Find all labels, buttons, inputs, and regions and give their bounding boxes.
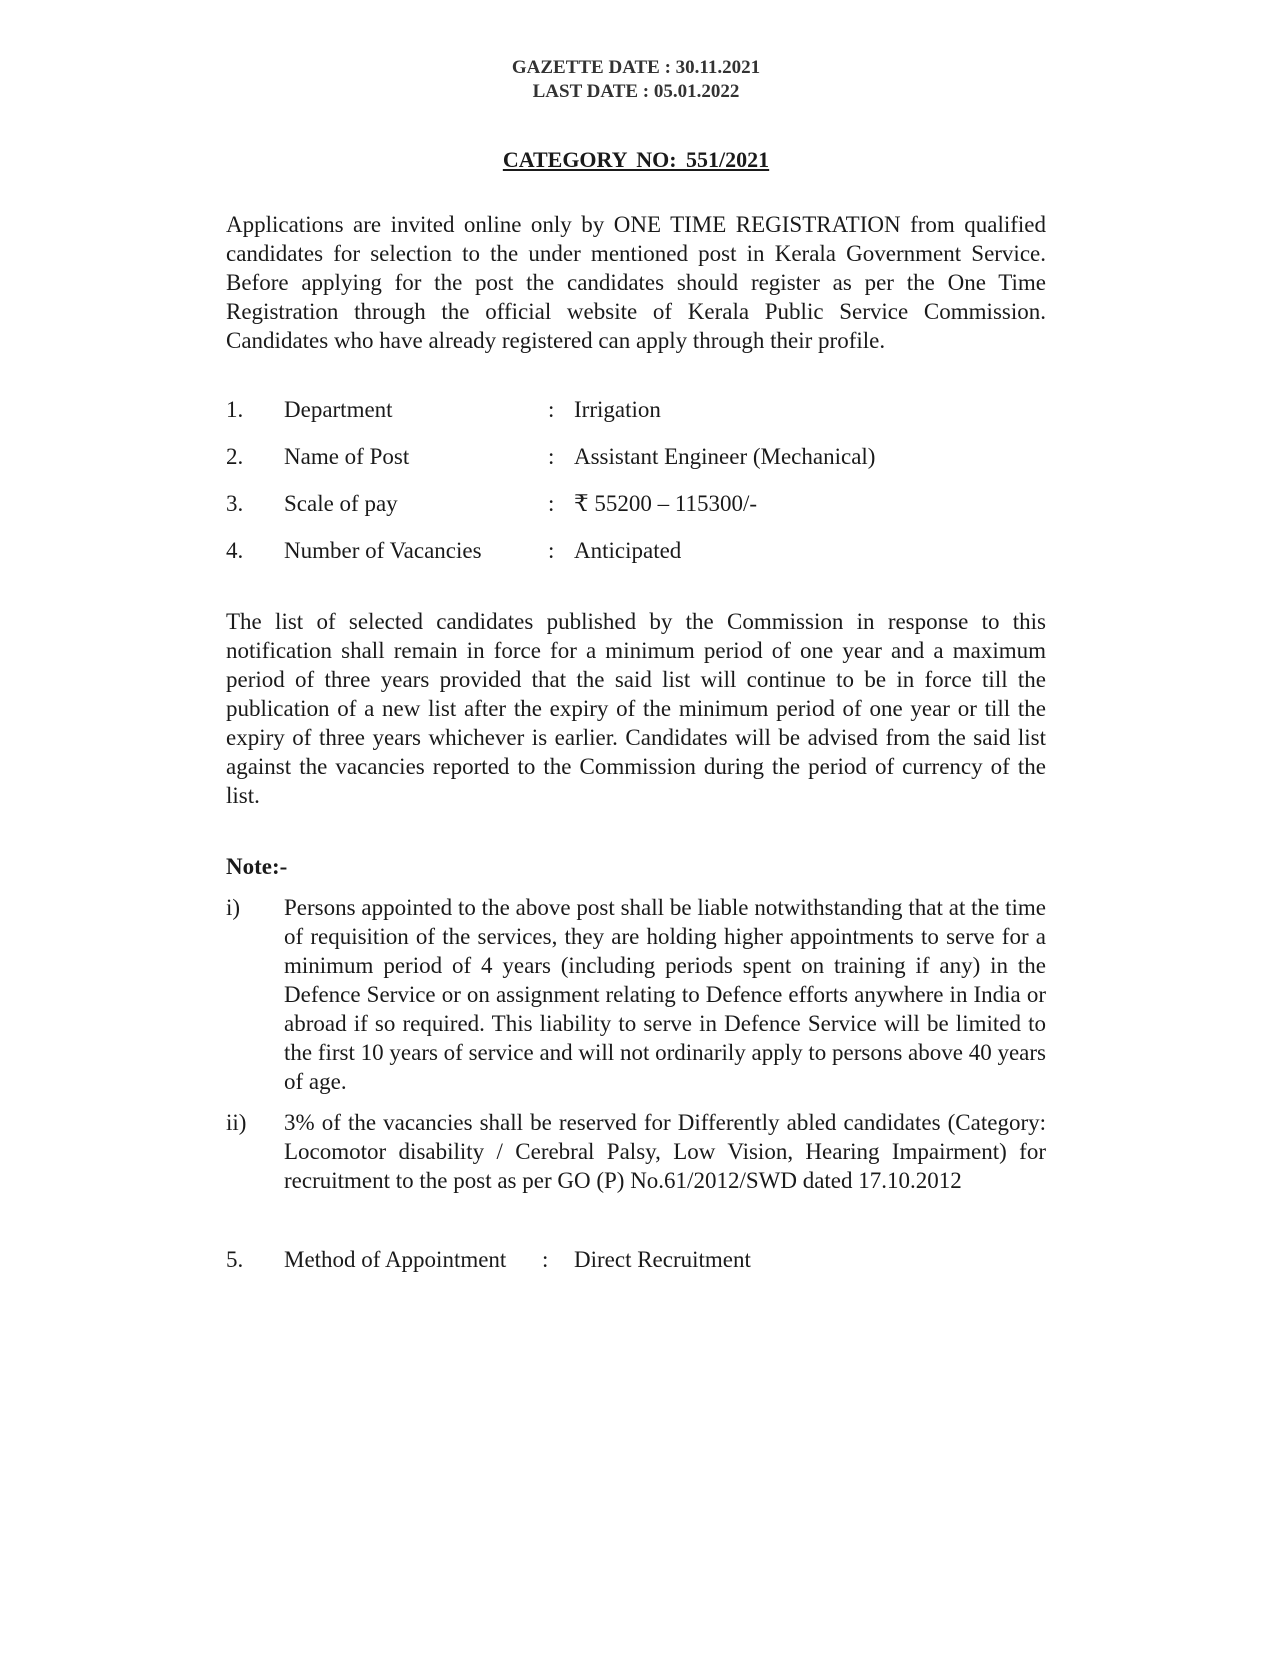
detail-colon: : [548, 491, 555, 516]
category-number: CATEGORY NO: 551/2021 [502, 147, 770, 172]
note-item-text: Persons appointed to the above post shall be liable notwithstanding that at the time of requisition of the services, they are holding higher appointments to serve for a minimum period of 4 years (including periods spent on training if any) in the Defence Service or on assignment relating to Defence efforts anywhere in India or abroad if so required. This liability to serve in Defence Service will be limited to the first 10 years of service and will not ordinarily apply to persons above 40 years of age. [284, 895, 1046, 1094]
detail-number: 2. [226, 444, 244, 469]
detail-value: ₹ 55200 – 115300/- [574, 491, 758, 516]
detail-colon: : [548, 538, 555, 563]
note-item-text: 3% of the vacancies shall be reserved for Differently abled candidates (Category: Locomotor disability / Cerebral Palsy, Low Vision, Hearing Impairment) for recruitment to the post as per GO (P) No.61/2012/SWD dated 17.10.2012 [284, 1110, 1046, 1193]
gazette-date: GAZETTE DATE : 30.11.2021 [511, 57, 761, 78]
detail-number: 3. [226, 491, 244, 516]
detail-label: Number of Vacancies [284, 538, 482, 563]
method-colon: : [542, 1247, 549, 1272]
detail-colon: : [548, 397, 555, 422]
gazette-header [226, 56, 1046, 104]
note-heading: Note:- [226, 854, 288, 879]
detail-row-department [226, 397, 1046, 444]
list-validity-paragraph: The list of selected candidates published by the Commission in response to this notification shall remain in force for a minimum period of one year and a maximum period of three years provided that the said list will continue to be in force till the publication of a new list after the expiry of the minimum period of one year or till the expiry of three years whichever is earlier. Candidates will be advised from the said list against the vacancies reported to the Commission during the period of currency of the list. [226, 609, 1046, 808]
detail-label: Department [284, 397, 393, 422]
detail-label: Name of Post [284, 444, 410, 469]
detail-row-vacancies [226, 538, 1046, 585]
note-item-number: ii) [226, 1110, 247, 1135]
note-item-number: i) [226, 895, 241, 920]
detail-row-scale-of-pay [226, 491, 1046, 538]
intro-paragraph: Applications are invited online only by ONE TIME REGISTRATION from qualified candidates for selection to the under mentioned post in Kerala Government Service. Before applying for the post the candidates should register as per the One Time Registration through the official website of Kerala Public Service Commission. Candidates who have already registered can apply through their profile. [226, 212, 1046, 353]
detail-value: Irrigation [574, 397, 661, 422]
post-details [226, 397, 1046, 585]
detail-label: Scale of pay [284, 491, 398, 516]
document-page [226, 56, 1046, 1274]
note-item [226, 893, 1046, 1096]
note-item [226, 1108, 1046, 1195]
detail-number: 1. [226, 397, 244, 422]
detail-value: Assistant Engineer (Mechanical) [574, 444, 876, 469]
method-label: Method of Appointment [284, 1247, 507, 1272]
method-value: Direct Recruitment [574, 1247, 751, 1272]
method-number: 5. [226, 1247, 244, 1272]
detail-value: Anticipated [574, 538, 682, 563]
last-date: LAST DATE : 05.01.2022 [532, 81, 740, 102]
detail-row-post-name [226, 444, 1046, 491]
detail-colon: : [548, 444, 555, 469]
method-of-appointment-row [226, 1245, 1046, 1274]
detail-number: 4. [226, 538, 244, 563]
